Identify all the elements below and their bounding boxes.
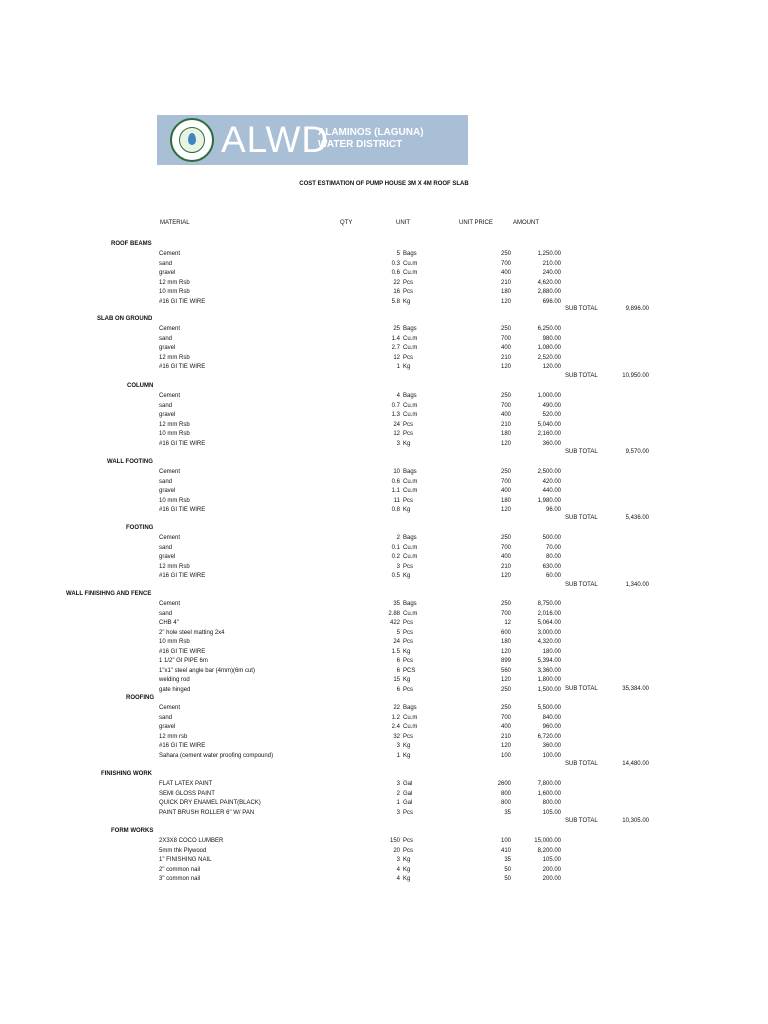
item-unit: Cu.m: [403, 488, 418, 494]
item-unit: Kg: [403, 507, 411, 513]
material-name: #16 GI TIE WIRE: [159, 364, 206, 370]
item-amount: 800.00: [542, 800, 561, 806]
item-amount: 696.00: [542, 298, 561, 305]
material-name: Cement: [159, 393, 181, 399]
section-heading: WALL FINISIHNG AND FENCE: [66, 591, 152, 597]
item-unit-price: 50: [504, 866, 511, 873]
item-amount: 3,360.00: [537, 667, 561, 674]
material-name: 1" FINISHING NAIL: [159, 857, 212, 863]
material-name: Cement: [159, 326, 181, 332]
item-unit-price: 120: [500, 677, 511, 683]
item-amount: 8,750.00: [537, 601, 561, 607]
item-amount: 1,800.00: [537, 677, 561, 683]
item-qty: 5.8: [391, 298, 400, 305]
item-qty: 15: [393, 677, 400, 683]
item-unit: Kg: [403, 866, 411, 873]
subtotal-value: 9,896.00: [625, 306, 649, 312]
item-qty: 3: [396, 563, 400, 570]
section-heading: SLAB ON GROUND: [97, 316, 153, 322]
item-qty: 2.4: [391, 724, 400, 730]
item-unit: Pcs: [403, 639, 414, 645]
logo-banner: [157, 115, 468, 165]
item-amount: 200.00: [542, 876, 561, 882]
material-name: #16 GI TIE WIRE: [159, 573, 206, 579]
subtotal-label: SUB TOTAL: [565, 515, 598, 521]
item-qty: 4: [396, 866, 400, 873]
item-amount: 70.00: [545, 544, 561, 551]
item-unit: Gal: [403, 800, 413, 806]
item-unit-price: 2600: [497, 781, 511, 787]
item-unit-price: 700: [500, 714, 511, 721]
section-heading: FORM WORKS: [111, 828, 154, 834]
item-unit-price: 120: [500, 507, 511, 513]
item-unit-price: 800: [500, 790, 511, 797]
item-amount: 490.00: [542, 402, 561, 409]
item-amount: 1,000.00: [537, 393, 561, 399]
material-name: gate hinged: [159, 686, 191, 693]
water-district-seal-icon: [170, 118, 214, 162]
item-qty: 16: [393, 289, 400, 295]
item-unit: PCS: [403, 667, 416, 674]
item-amount: 1,980.00: [537, 497, 561, 504]
item-amount: 4,620.00: [537, 279, 561, 286]
item-qty: 11: [393, 497, 400, 504]
item-qty: 4: [396, 393, 400, 399]
item-unit-price: 700: [500, 544, 511, 551]
item-qty: 6: [396, 667, 400, 674]
item-unit: Cu.m: [403, 402, 418, 409]
item-qty: 0.5: [391, 573, 400, 579]
subtotal-value: 9,570.00: [625, 449, 649, 455]
item-unit-price: 800: [500, 800, 511, 806]
item-amount: 2,016.00: [537, 610, 561, 617]
item-unit: Kg: [403, 677, 411, 683]
item-qty: 3: [396, 743, 400, 749]
item-qty: 3: [396, 781, 400, 787]
item-qty: 32: [393, 733, 400, 740]
subtotal-value: 1,340.00: [625, 582, 649, 588]
subtotal-value: 5,436.00: [625, 515, 649, 521]
item-unit-price: 400: [500, 724, 511, 730]
item-qty: 2: [396, 535, 400, 541]
item-unit-price: 250: [500, 686, 511, 693]
item-qty: 12: [393, 431, 400, 437]
item-qty: 3: [396, 857, 400, 863]
brand-name: [318, 127, 424, 151]
material-name: sand: [159, 260, 173, 267]
material-name: #16 GI TIE WIRE: [159, 507, 206, 513]
item-unit: Pcs: [403, 431, 414, 437]
material-name: sand: [159, 402, 173, 409]
item-qty: 0.8: [391, 507, 400, 513]
item-unit-price: 700: [500, 260, 511, 267]
brand-name-line-1: ALAMINOS (LAGUNA): [318, 127, 424, 138]
item-unit: Bags: [403, 393, 417, 399]
section-heading: ROOFING: [126, 695, 154, 701]
section-heading: COLUMN: [127, 383, 154, 389]
item-amount: 5,040.00: [537, 421, 561, 428]
item-amount: 360.00: [542, 743, 561, 749]
item-amount: 440.00: [542, 488, 561, 494]
item-amount: 360.00: [542, 440, 561, 447]
item-unit-price: 35: [504, 857, 511, 863]
item-unit: Pcs: [403, 686, 414, 693]
item-amount: 500.00: [542, 535, 561, 541]
section-heading: FINISHING WORK: [101, 771, 152, 777]
item-unit-price: 410: [500, 847, 511, 854]
item-unit-price: 100: [500, 752, 511, 759]
item-qty: 1.5: [391, 648, 400, 655]
item-unit-price: 180: [500, 639, 511, 645]
item-qty: 10: [393, 469, 400, 475]
item-unit: Bags: [403, 251, 417, 257]
item-unit-price: 210: [500, 354, 511, 361]
item-unit-price: 700: [500, 335, 511, 342]
seal-emblem: [179, 127, 205, 153]
item-unit-price: 250: [500, 251, 511, 257]
subtotal-value: 35,384.00: [622, 685, 649, 692]
item-unit: Bags: [403, 469, 417, 475]
column-header-unit-price: UNIT PRICE: [459, 220, 493, 226]
item-amount: 80.00: [545, 554, 561, 560]
item-unit: Pcs: [403, 421, 414, 428]
item-amount: 840.00: [542, 714, 561, 721]
material-name: 10 mm Rsb: [159, 289, 190, 295]
material-name: gravel: [159, 270, 176, 276]
item-unit: Cu.m: [403, 544, 418, 551]
item-unit-price: 180: [500, 431, 511, 437]
material-name: Cement: [159, 251, 181, 257]
item-unit: Kg: [403, 648, 411, 655]
item-unit: Pcs: [403, 354, 414, 361]
item-unit: Cu.m: [403, 724, 418, 730]
item-unit-price: 120: [500, 743, 511, 749]
item-unit-price: 210: [500, 563, 511, 570]
item-amount: 6,720.00: [537, 733, 561, 740]
item-unit-price: 210: [500, 421, 511, 428]
item-unit-price: 700: [500, 610, 511, 617]
item-unit-price: 250: [500, 705, 511, 711]
material-name: gravel: [159, 554, 176, 560]
item-qty: 2.7: [391, 345, 400, 351]
item-unit-price: 50: [504, 876, 511, 882]
item-qty: 3: [396, 440, 400, 447]
item-amount: 5,500.00: [537, 705, 561, 711]
item-amount: 240.00: [542, 270, 561, 276]
material-name: SEMI GLOSS PAINT: [159, 790, 215, 797]
material-name: Cement: [159, 469, 181, 475]
material-name: sand: [159, 714, 173, 721]
item-unit: Kg: [403, 364, 411, 370]
column-header-amount: AMOUNT: [513, 220, 539, 226]
material-name: gravel: [159, 488, 176, 494]
item-qty: 422: [389, 620, 400, 626]
item-unit-price: 899: [500, 658, 511, 664]
material-name: QUICK DRY ENAMEL PAINT(BLACK): [159, 800, 261, 806]
item-qty: 5: [396, 629, 400, 636]
item-amount: 120.00: [542, 364, 561, 370]
item-unit: Cu.m: [403, 714, 418, 721]
material-name: gravel: [159, 724, 176, 730]
item-amount: 520.00: [542, 412, 561, 418]
item-unit-price: 120: [500, 648, 511, 655]
item-qty: 3: [396, 809, 400, 816]
item-unit: Kg: [403, 298, 411, 305]
item-unit-price: 700: [500, 478, 511, 485]
column-header-qty: QTY: [340, 220, 353, 226]
item-unit: Pcs: [403, 838, 414, 844]
item-amount: 1,080.00: [537, 345, 561, 351]
column-header-unit: UNIT: [396, 220, 410, 226]
item-unit-price: 180: [500, 497, 511, 504]
material-name: sand: [159, 544, 173, 551]
material-name: 5mm thk Plywood: [159, 847, 207, 854]
item-unit-price: 250: [500, 469, 511, 475]
item-unit-price: 35: [504, 809, 511, 816]
item-unit-price: 400: [500, 345, 511, 351]
item-qty: 1.1: [391, 488, 400, 494]
subtotal-label: SUB TOTAL: [565, 449, 598, 455]
subtotal-label: SUB TOTAL: [565, 761, 598, 767]
item-unit: Pcs: [403, 620, 414, 626]
material-name: 12 mm rsb: [159, 733, 188, 740]
item-unit: Pcs: [403, 289, 414, 295]
subtotal-value: 14,480.00: [622, 761, 649, 767]
item-qty: 0.3: [391, 260, 400, 267]
brand-acronym: ALWD: [221, 119, 330, 160]
section-heading: WALL FOOTING: [107, 459, 153, 465]
item-amount: 2,500.00: [537, 469, 561, 475]
material-name: 12 mm Rsb: [159, 563, 190, 570]
material-name: Cement: [159, 705, 181, 711]
item-unit: Kg: [403, 752, 411, 759]
subtotal-label: SUB TOTAL: [565, 306, 598, 312]
item-qty: 22: [393, 705, 400, 711]
item-unit: Pcs: [403, 847, 414, 854]
item-amount: 420.00: [542, 478, 561, 485]
item-unit: Cu.m: [403, 260, 418, 267]
item-unit: Bags: [403, 705, 417, 711]
item-unit-price: 250: [500, 601, 511, 607]
item-unit-price: 210: [500, 733, 511, 740]
item-unit-price: 400: [500, 412, 511, 418]
item-amount: 105.00: [542, 857, 561, 863]
material-name: 12 mm Rsb: [159, 279, 190, 286]
item-qty: 24: [393, 639, 400, 645]
item-unit-price: 100: [500, 838, 511, 844]
material-name: 10 mm Rsb: [159, 431, 190, 437]
item-unit-price: 210: [500, 279, 511, 286]
item-unit-price: 250: [500, 535, 511, 541]
subtotal-label: SUB TOTAL: [565, 373, 598, 379]
item-unit: Bags: [403, 326, 417, 332]
item-qty: 2: [396, 790, 400, 797]
item-unit-price: 400: [500, 554, 511, 560]
item-qty: 0.6: [391, 270, 400, 276]
water-drop-icon: [188, 133, 196, 145]
item-unit: Pcs: [403, 733, 414, 740]
material-name: Cement: [159, 601, 181, 607]
item-unit: Cu.m: [403, 610, 418, 617]
material-name: Cement: [159, 535, 181, 541]
material-name: 2" hole steel matting 2x4: [159, 629, 225, 636]
item-unit-price: 180: [500, 289, 511, 295]
item-unit: Pcs: [403, 279, 414, 286]
item-qty: 6: [396, 658, 400, 664]
item-amount: 105.00: [542, 809, 561, 816]
material-name: 10 mm Rsb: [159, 639, 190, 645]
item-unit-price: 120: [500, 573, 511, 579]
item-unit: Pcs: [403, 497, 414, 504]
item-unit: Gal: [403, 781, 413, 787]
item-amount: 1,500.00: [537, 686, 561, 693]
item-amount: 630.00: [542, 563, 561, 570]
item-amount: 6,250.00: [537, 326, 561, 332]
item-qty: 25: [393, 326, 400, 332]
item-amount: 3,000.00: [537, 629, 561, 636]
item-unit: Cu.m: [403, 270, 418, 276]
material-name: #16 GI TIE WIRE: [159, 648, 206, 655]
item-qty: 1.4: [391, 335, 400, 342]
item-unit-price: 400: [500, 488, 511, 494]
material-name: PAINT BRUSH ROLLER 6" W/ PAN: [159, 809, 255, 816]
item-amount: 7,800.00: [537, 781, 561, 787]
item-unit-price: 12: [504, 620, 511, 626]
item-qty: 6: [396, 686, 400, 693]
material-name: FLAT LATEX PAINT: [159, 781, 213, 787]
subtotal-label: SUB TOTAL: [565, 818, 598, 824]
item-amount: 960.00: [542, 724, 561, 730]
subtotal-label: SUB TOTAL: [565, 582, 598, 588]
material-name: sand: [159, 335, 173, 342]
item-unit: Kg: [403, 440, 411, 447]
item-qty: 12: [393, 354, 400, 361]
material-name: gravel: [159, 345, 176, 351]
item-amount: 60.00: [545, 573, 561, 579]
subtotal-value: 10,950.00: [622, 373, 649, 379]
item-amount: 1,600.00: [537, 790, 561, 797]
material-name: sand: [159, 478, 173, 485]
item-unit: Cu.m: [403, 478, 418, 485]
item-unit: Cu.m: [403, 412, 418, 418]
material-name: sand: [159, 610, 173, 617]
item-unit: Pcs: [403, 629, 414, 636]
item-qty: 1.2: [391, 714, 400, 721]
item-unit: Bags: [403, 601, 417, 607]
material-name: gravel: [159, 412, 176, 418]
item-unit: Kg: [403, 857, 411, 863]
material-name: Sahara (cement water proofing compound): [159, 752, 274, 759]
item-qty: 24: [393, 421, 400, 428]
item-amount: 5,394.00: [537, 658, 561, 664]
item-unit-price: 120: [500, 364, 511, 370]
item-qty: 4: [396, 876, 400, 882]
item-qty: 5: [396, 251, 400, 257]
brand-name-line-2: WATER DISTRICT: [318, 139, 403, 150]
item-amount: 980.00: [542, 335, 561, 342]
item-unit: Kg: [403, 743, 411, 749]
item-unit-price: 600: [500, 629, 511, 636]
section-heading: FOOTING: [126, 525, 154, 531]
material-name: CHB 4": [159, 620, 179, 626]
item-unit-price: 120: [500, 440, 511, 447]
item-unit: Cu.m: [403, 345, 418, 351]
item-unit-price: 120: [500, 298, 511, 305]
item-amount: 4,320.00: [537, 639, 561, 645]
item-qty: 1: [396, 800, 400, 806]
item-amount: 100.00: [542, 752, 561, 759]
material-name: welding rod: [159, 677, 190, 683]
item-amount: 2,160.00: [537, 431, 561, 437]
item-qty: 1: [396, 752, 400, 759]
item-amount: 1,250.00: [537, 251, 561, 257]
item-qty: 35: [393, 601, 400, 607]
material-name: 3" common nail: [159, 876, 201, 882]
item-amount: 15,000.00: [534, 838, 561, 844]
material-name: 2" common nail: [159, 866, 201, 873]
material-name: 1 1/2" GI PIPE 6m: [159, 658, 208, 664]
item-amount: 200.00: [542, 866, 561, 873]
item-amount: 5,064.00: [537, 620, 561, 626]
item-unit-price: 560: [500, 667, 511, 674]
item-unit: Pcs: [403, 658, 414, 664]
material-name: 12 mm Rsb: [159, 421, 190, 428]
item-unit-price: 400: [500, 270, 511, 276]
material-name: 12 mm Rsb: [159, 354, 190, 361]
item-amount: 210.00: [542, 260, 561, 267]
column-header-material: MATERIAL: [160, 220, 190, 226]
item-qty: 150: [389, 838, 400, 844]
item-amount: 96.00: [545, 507, 561, 513]
material-name: 1"x1" steel angle bar (4mm)(6m cut): [159, 667, 255, 674]
item-unit: Kg: [403, 573, 411, 579]
subtotal-label: SUB TOTAL: [565, 685, 598, 692]
item-qty: 0.2: [391, 554, 400, 560]
item-amount: 2,880.00: [537, 289, 561, 295]
item-qty: 0.7: [391, 402, 400, 409]
item-unit-price: 250: [500, 326, 511, 332]
item-qty: 2.88: [388, 610, 400, 617]
item-unit: Cu.m: [403, 554, 418, 560]
item-qty: 20: [393, 847, 400, 854]
item-unit: Pcs: [403, 809, 414, 816]
material-name: #16 GI TIE WIRE: [159, 440, 206, 447]
material-name: #16 GI TIE WIRE: [159, 743, 206, 749]
item-qty: 22: [393, 279, 400, 286]
section-heading: ROOF BEAMS: [111, 241, 152, 247]
subtotal-value: 10,305.00: [622, 818, 649, 824]
item-qty: 1.3: [391, 412, 400, 418]
item-amount: 2,520.00: [537, 354, 561, 361]
item-unit-price: 700: [500, 402, 511, 409]
item-unit-price: 250: [500, 393, 511, 399]
item-unit: Bags: [403, 535, 417, 541]
document-title: COST ESTIMATION OF PUMP HOUSE 3M X 4M ROOF SLAB: [299, 181, 469, 187]
material-name: 2X3X8 COCO LUMBER: [159, 838, 224, 844]
item-qty: 0.1: [391, 544, 400, 551]
item-amount: 180.00: [542, 648, 561, 655]
item-unit: Pcs: [403, 563, 414, 570]
material-name: 10 mm Rsb: [159, 497, 190, 504]
item-amount: 8,200.00: [537, 847, 561, 854]
material-name: #16 GI TIE WIRE: [159, 298, 206, 305]
item-unit: Cu.m: [403, 335, 418, 342]
item-qty: 1: [396, 364, 400, 370]
item-unit: Kg: [403, 876, 411, 882]
item-qty: 0.6: [391, 478, 400, 485]
item-unit: Gal: [403, 790, 413, 797]
